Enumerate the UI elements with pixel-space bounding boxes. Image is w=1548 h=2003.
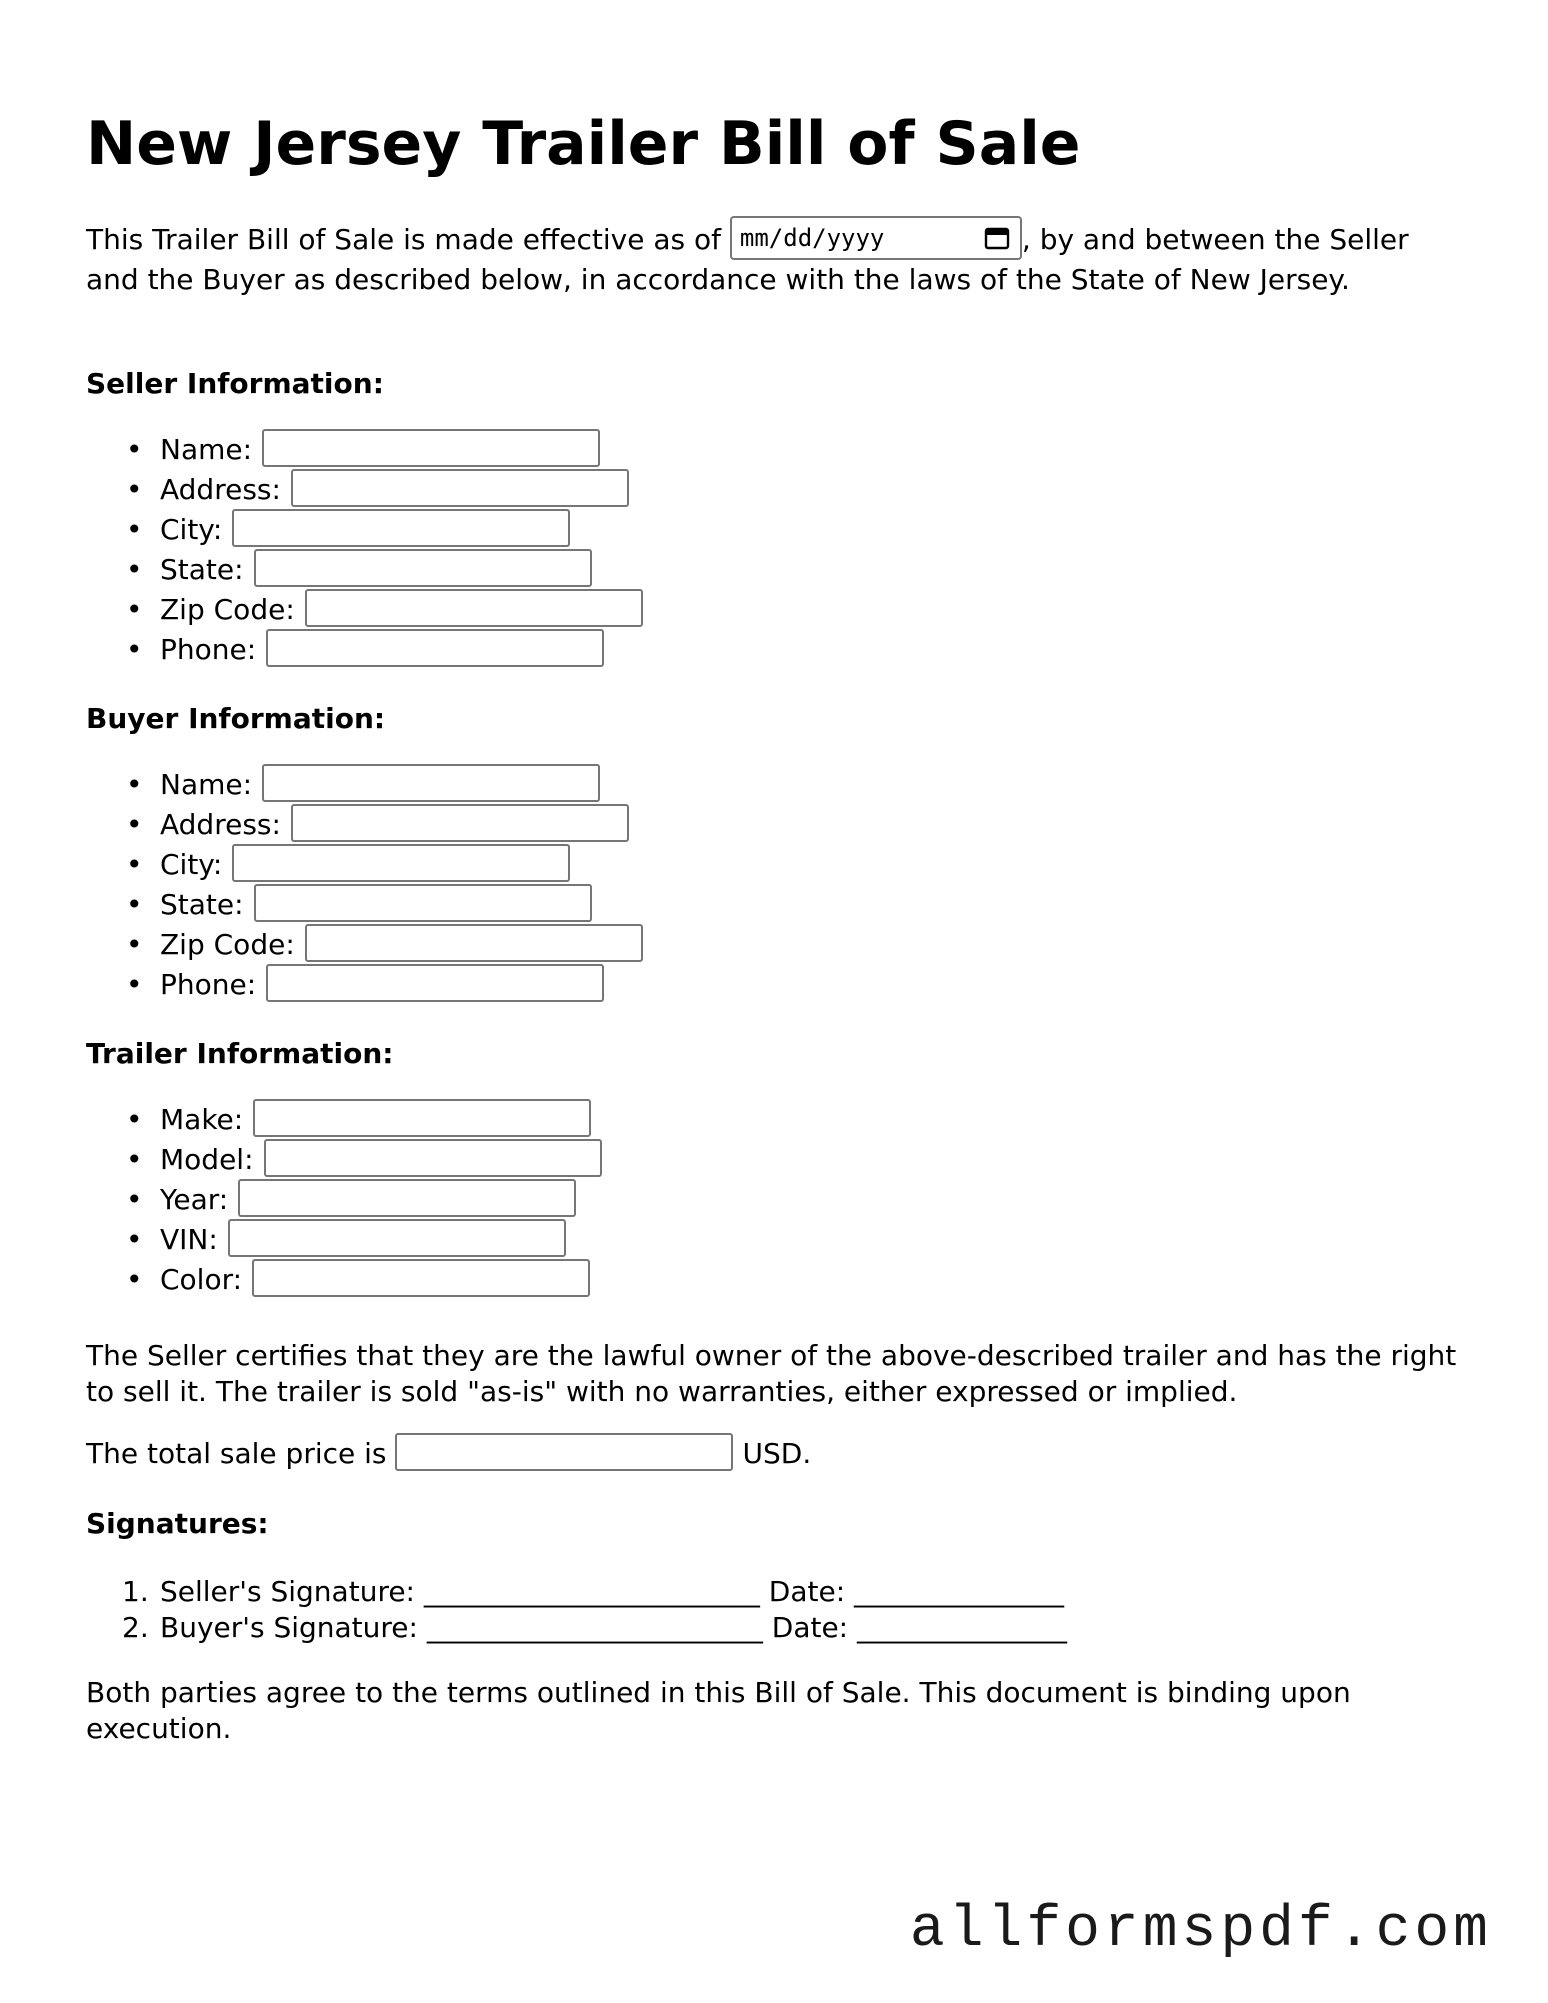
trailer-model-row: • Model: bbox=[86, 1140, 602, 1180]
trailer-year-row: • Year: bbox=[86, 1180, 602, 1220]
seller-heading: Seller Information: bbox=[86, 367, 384, 400]
buyer-city-row: • City: bbox=[86, 845, 643, 885]
buyer-zip-input[interactable] bbox=[305, 924, 643, 962]
trailer-year-input[interactable] bbox=[238, 1179, 576, 1217]
seller-zip-input[interactable] bbox=[305, 589, 643, 627]
seller-address-input[interactable] bbox=[291, 469, 629, 507]
effective-date-input[interactable] bbox=[730, 216, 1022, 260]
trailer-vin-row: • VIN: bbox=[86, 1220, 602, 1260]
trailer-model-input[interactable] bbox=[264, 1139, 602, 1177]
buyer-phone-input[interactable] bbox=[266, 964, 604, 1002]
sale-price-input[interactable] bbox=[395, 1433, 733, 1471]
seller-city-row: • City: bbox=[86, 510, 643, 550]
buyer-field-list bbox=[86, 765, 643, 1005]
buyer-address-input[interactable] bbox=[291, 804, 629, 842]
signature-list bbox=[86, 1574, 1067, 1646]
trailer-heading: Trailer Information: bbox=[86, 1037, 394, 1070]
seller-phone-input[interactable] bbox=[266, 629, 604, 667]
buyer-address-row: • Address: bbox=[86, 805, 643, 845]
sale-price-label: The total sale price is bbox=[86, 1437, 387, 1470]
closing-paragraph: Both parties agree to the terms outlined in this Bill of Sale. This document is binding upon execution. bbox=[86, 1676, 1351, 1745]
seller-phone-row: • Phone: bbox=[86, 630, 643, 670]
buyer-signature-line: 2. Buyer's Signature: ________________________ Date: _______________ bbox=[122, 1611, 1068, 1644]
sale-price-currency: USD. bbox=[742, 1437, 812, 1470]
signatures-heading: Signatures: bbox=[86, 1507, 269, 1540]
seller-name-row: • Name: bbox=[86, 430, 643, 470]
trailer-color-row: • Color: bbox=[86, 1260, 602, 1300]
calendar-icon[interactable] bbox=[984, 226, 1010, 250]
buyer-state-input[interactable] bbox=[254, 884, 592, 922]
buyer-name-input[interactable] bbox=[262, 764, 600, 802]
seller-state-row: • State: bbox=[86, 550, 643, 590]
seller-zip-row: • Zip Code: bbox=[86, 590, 643, 630]
seller-address-row: • Address: bbox=[86, 470, 643, 510]
intro-text-after: , by and between the Seller and the Buyer as described below, in accordance with the laws of the State of New Jersey. bbox=[86, 223, 1409, 296]
sale-price-line bbox=[86, 1434, 811, 1474]
trailer-make-row: • Make: bbox=[86, 1100, 602, 1140]
trailer-vin-input[interactable] bbox=[228, 1219, 566, 1257]
buyer-heading: Buyer Information: bbox=[86, 702, 386, 735]
seller-field-list bbox=[86, 430, 643, 670]
trailer-field-list bbox=[86, 1100, 602, 1300]
buyer-phone-row: • Phone: bbox=[86, 965, 643, 1005]
buyer-zip-row: • Zip Code: bbox=[86, 925, 643, 965]
seller-name-input[interactable] bbox=[262, 429, 600, 467]
seller-state-input[interactable] bbox=[254, 549, 592, 587]
date-placeholder: mm/dd/yyyy bbox=[739, 224, 885, 252]
buyer-state-row: • State: bbox=[86, 885, 643, 925]
site-watermark: allformspdf.com bbox=[909, 1898, 1492, 1963]
intro-paragraph bbox=[86, 220, 1466, 300]
intro-text-before: This Trailer Bill of Sale is made effective as of bbox=[86, 223, 730, 256]
seller-city-input[interactable] bbox=[232, 509, 570, 547]
seller-signature-line: 1. Seller's Signature: ________________________ Date: _______________ bbox=[122, 1575, 1065, 1608]
page-title: New Jersey Trailer Bill of Sale bbox=[86, 109, 1081, 179]
certification-paragraph: The Seller certifies that they are the lawful owner of the above-described trailer and has the right to sell it. The trailer is sold "as-is" with no warranties, either expressed or implied. bbox=[86, 1339, 1457, 1408]
buyer-city-input[interactable] bbox=[232, 844, 570, 882]
trailer-color-input[interactable] bbox=[252, 1259, 590, 1297]
trailer-make-input[interactable] bbox=[253, 1099, 591, 1137]
buyer-name-row: • Name: bbox=[86, 765, 643, 805]
